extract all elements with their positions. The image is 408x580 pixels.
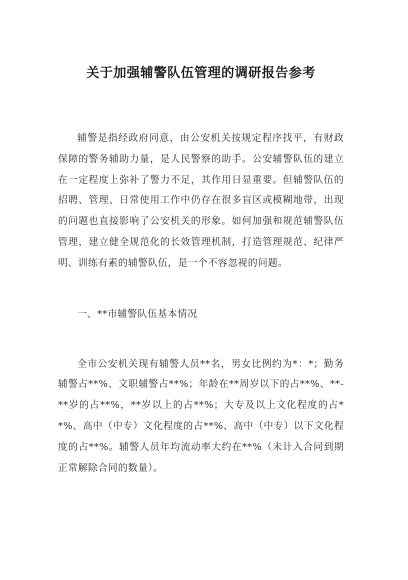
intro-paragraph: 辅警是指经政府同意，由公安机关按规定程序找平，有财政保障的警务辅助力量，是人民警察的助手。公安辅警队伍的建立在一定程度上弥补了警力不足，其作用日显重要。但辅警队伍的招聘、管理、日常使用工作中仍存在很多盲区或模糊地带，出现的问题也直接影响了公安机关的形象。如何加强和规范辅警队伍管理，建立健全规范化的长效管理机制，打造管理规范、纪律严明、训练有素的辅警队伍，是一个不容忽视的问题。 bbox=[58, 133, 344, 269]
section-heading: 一、**市辅警队伍基本情况 bbox=[77, 308, 198, 320]
document-title: 关于加强辅警队伍管理的调研报告参考 bbox=[86, 66, 316, 81]
stats-paragraph: 全市公安机关现有辅警人员**名，男女比例约为*：*；勤务辅警占**%、文职辅警占**%；年龄在**周岁以下的占**%、**-**岁的占**%，**岁以上的占**%；大专及以上文化程度的占**%、高中（中专）文化程度的占**%、高中（中专）以下文化程度的占**%。辅警人员年均流动率大约在**%（未计入合同到期正常解除合同的数量）。 bbox=[58, 358, 344, 474]
